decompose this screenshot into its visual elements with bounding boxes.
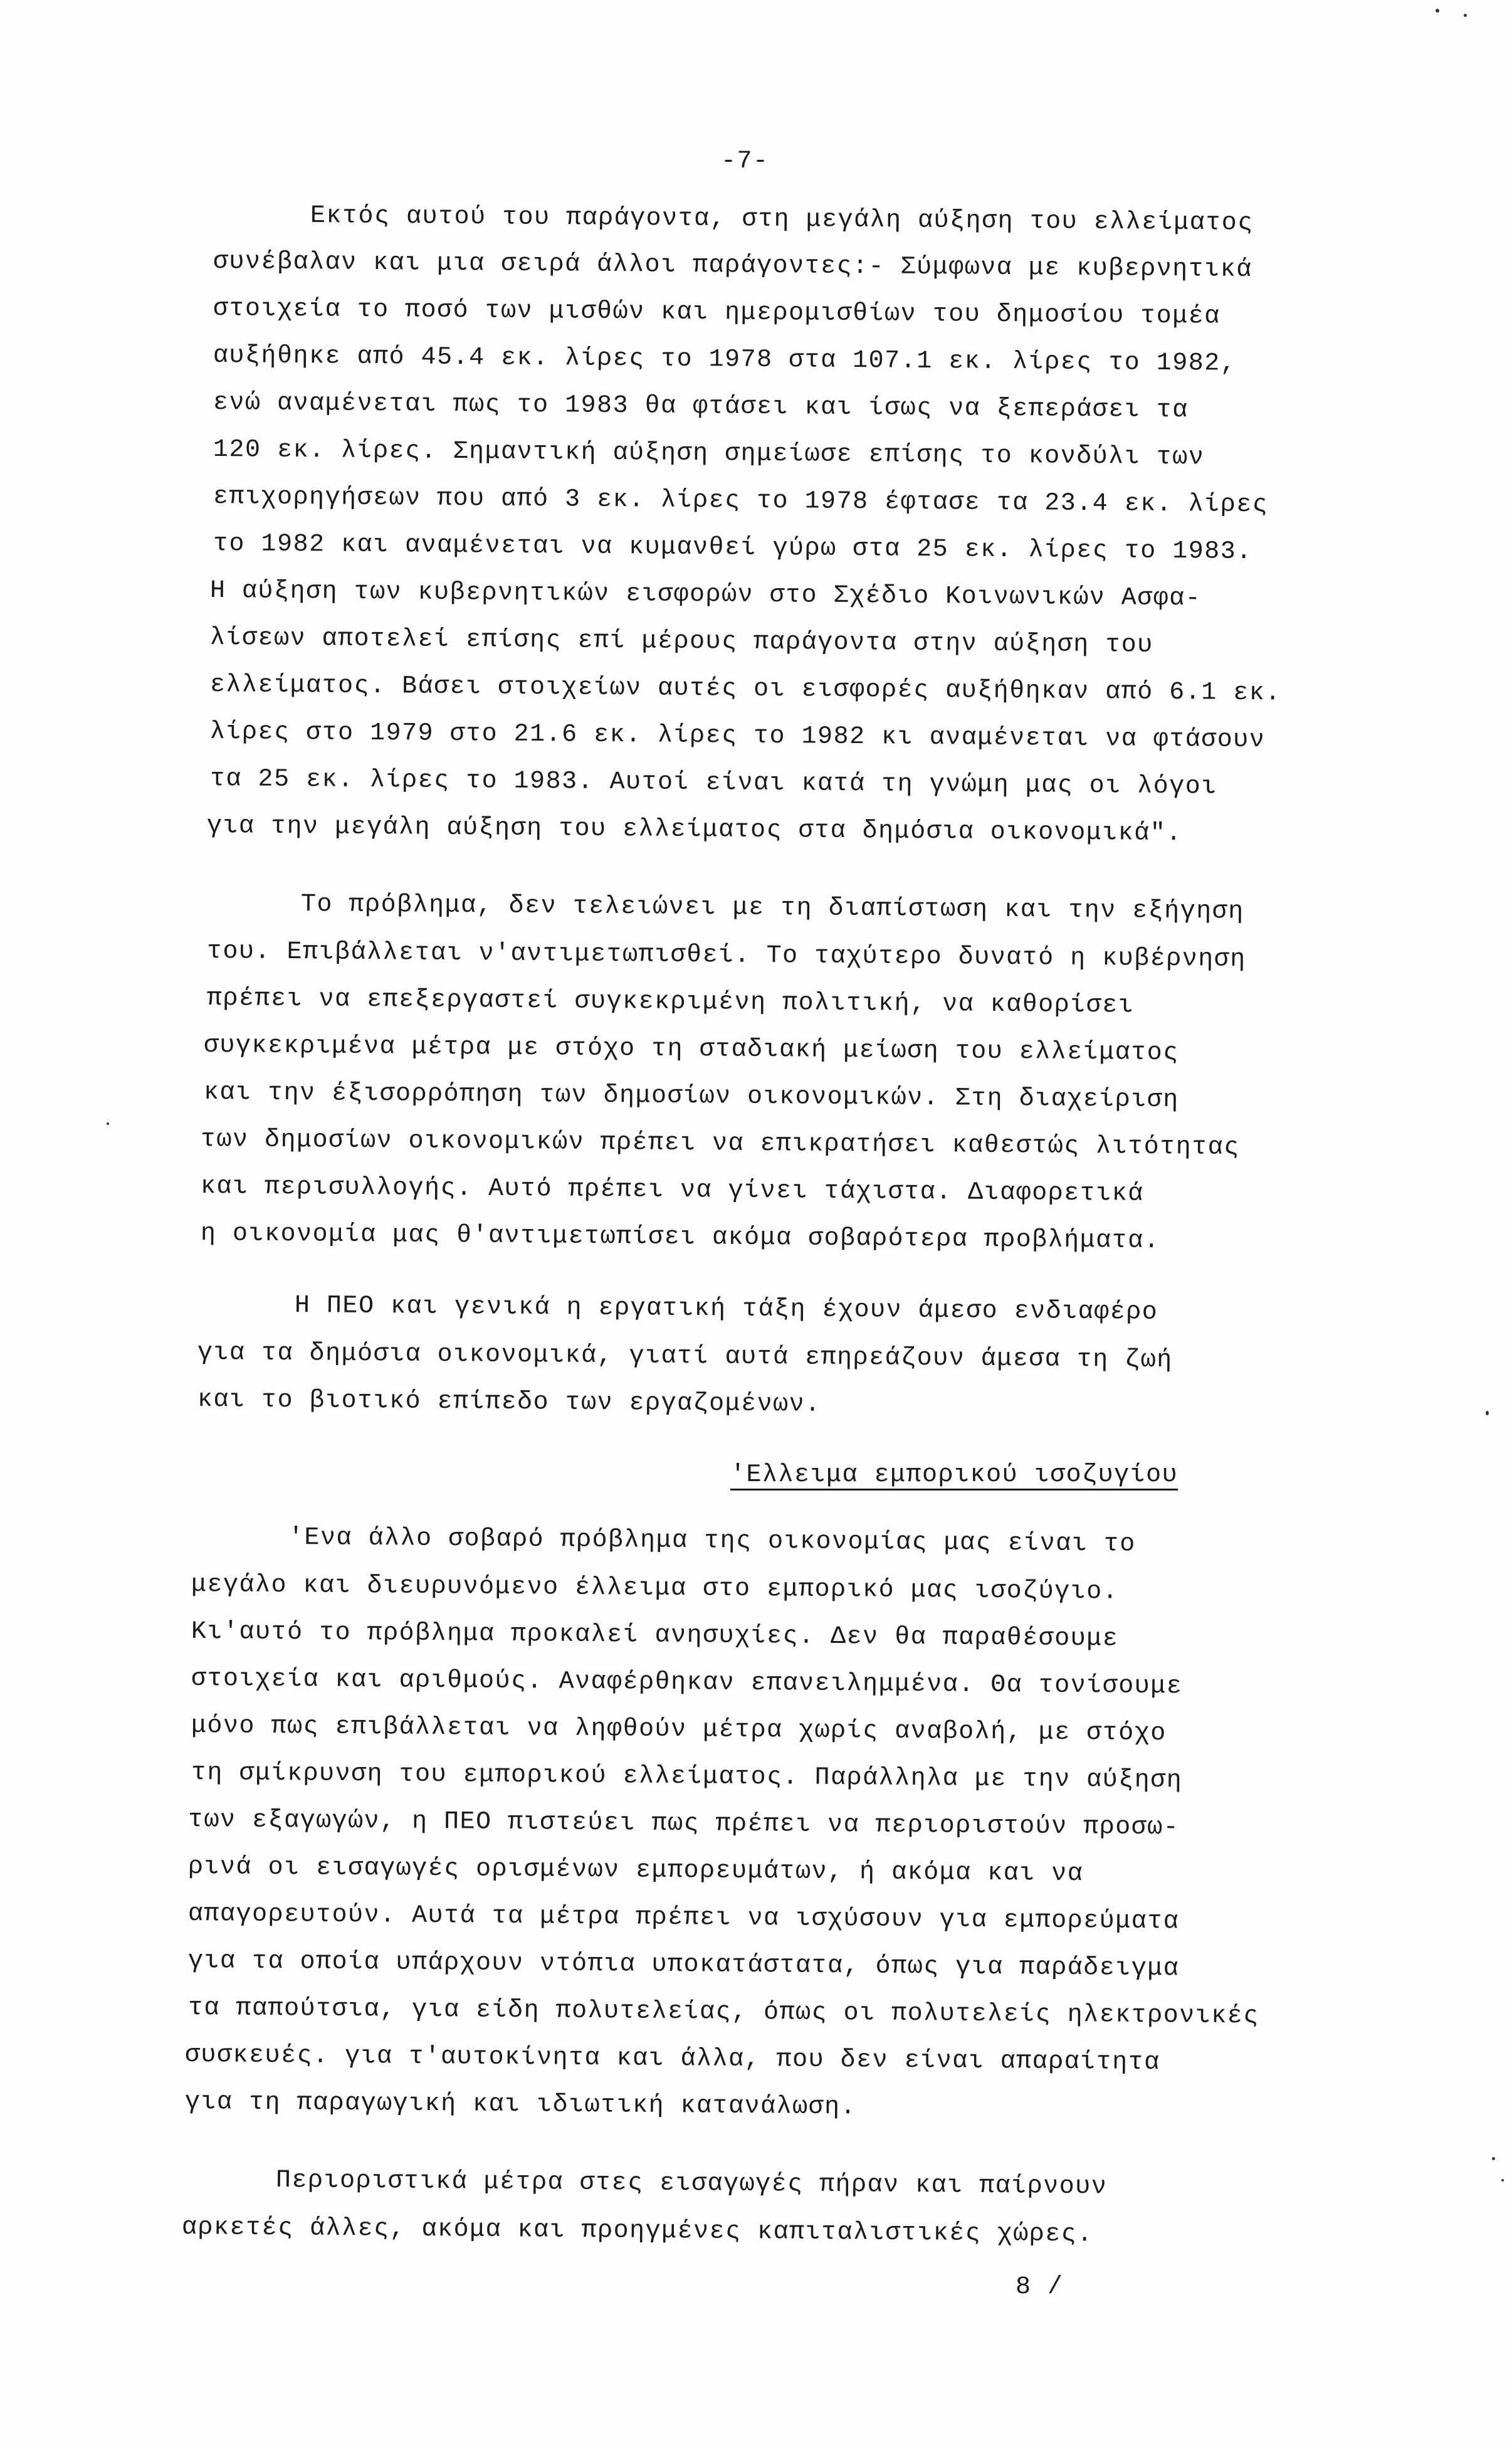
paragraph-4-line: μόνο πως επιβάλλεται να ληφθούν μέτρα χωρίς αναβολή, με στόχο	[191, 1712, 1167, 1748]
paragraph-2-line: πρέπει να επεξεργαστεί συγκεκριμένη πολιτική, να καθορίσει	[206, 984, 1135, 1020]
paragraph-1-line: τα 25 εκ. λίρες το 1983. Αυτοί είναι κατά τη γνώμη μας οι λόγοι	[209, 765, 1217, 801]
paragraph-1-line: λίσεων αποτελεί επίσης επί μέρους παράγοντα στην αύξηση του	[209, 624, 1153, 660]
scan-speck	[1436, 9, 1439, 13]
scan-speck	[1464, 14, 1467, 17]
paragraph-4-line: τη σμίκρυνση του εμπορικού ελλείματος. Παράλληλα με την αύξηση	[191, 1759, 1183, 1795]
paragraph-4-line: των εξαγωγών, η ΠΕΟ πιστεύει πως πρέπει να περιοριστούν προσω-	[187, 1806, 1180, 1842]
section-heading: 'Ελλειμα εμπορικού ισοζυγίου	[730, 1461, 1179, 1489]
paragraph-2-line: και περισυλλογής. Αυτό πρέπει να γίνει τάχιστα. Διαφορετικά	[200, 1173, 1144, 1208]
paragraph-1-line: το 1982 και αναμένεται να κυμανθεί γύρω στα 25 εκ. λίρες το 1983.	[213, 530, 1252, 567]
paragraph-4-line: Κι'αυτό το πρόβλημα προκαλεί ανησυχίες. Δεν θα παραθέσουμε	[191, 1618, 1119, 1654]
paragraph-3-line: και το βιοτικό επίπεδο των εργαζομένων.	[197, 1386, 821, 1419]
paragraph-4-line: στοιχεία και αριθμούς. Αναφέρθηκαν επανειλημμένα. Θα τονίσουμε	[191, 1665, 1183, 1701]
paragraph-1-line: Η αύξηση των κυβερνητικών εισφορών στο Σχέδιο Κοινωνικών Ασφα-	[209, 577, 1202, 613]
page-number: -7-	[721, 147, 769, 176]
paragraph-4-line: για τη παραγωγική και ιδιωτική κατανάλωση.	[184, 2088, 857, 2122]
paragraph-1-line: ελλείματος. Βάσει στοιχείων αυτές οι εισφορές αυξήθηκαν από 6.1 εκ.	[209, 671, 1281, 708]
scan-speck	[107, 1122, 109, 1125]
scan-speck	[1486, 1411, 1489, 1415]
paragraph-5-line: αρκετές άλλες, ακόμα και προηγμένες καπιταλιστικές χώρες.	[181, 2213, 1093, 2249]
paragraph-4-line: μεγάλο και διευρυνόμενο έλλειμα στο εμπορικό μας ισοζύγιο.	[191, 1571, 1119, 1606]
paragraph-1-line: Εκτός αυτού του παράγοντα, στη μεγάλη αύξηση του ελλείματος	[310, 202, 1254, 238]
paragraph-1-line: λίρες στο 1979 στο 21.6 εκ. λίρες το 1982 κι αναμένεται να φτάσουν	[209, 718, 1266, 755]
paragraph-3-line: για τα δημόσια οικονομικά, γιατί αυτά επηρεάζουν άμεσα τη ζωή	[197, 1339, 1173, 1375]
paragraph-5-line: Περιοριστικά μέτρα στες εισαγωγές πήραν και παίρνουν	[275, 2166, 1108, 2202]
paragraph-2-line: η οικονομία μας θ'αντιμετωπίσει ακόμα σοβαρότερα προβλήματα.	[200, 1220, 1160, 1256]
paragraph-1-line: αυξήθηκε από 45.4 εκ. λίρες το 1978 στα 107.1 εκ. λίρες το 1982,	[213, 342, 1237, 378]
paragraph-1-line: επιχορηγήσεων που από 3 εκ. λίρες το 1978 έφτασε τα 23.4 εκ. λίρες	[213, 483, 1269, 520]
paragraph-1-line: στοιχεία το ποσό των μισθών και ημερομισθίων του δημοσίου τομέα	[213, 295, 1221, 331]
paragraph-4-line: απαγορευτούν. Αυτά τα μέτρα πρέπει να ισχύσουν για εμπορεύματα	[187, 1900, 1180, 1936]
paragraph-4-line: για τα οποία υπάρχουν ντόπια υποκατάστατα, όπως για παράδειγμα	[187, 1947, 1180, 1983]
paragraph-1-line: για την μεγάλη αύξηση του ελλείματος στα δημόσια οικονομικά".	[206, 812, 1182, 848]
paragraph-4-line: ρινά οι εισαγωγές ορισμένων εμπορευμάτων, ή ακόμα και να	[187, 1853, 1084, 1889]
paragraph-2-line: συγκεκριμένα μέτρα με στόχο τη σταδιακή μείωση του ελλείματος	[203, 1031, 1179, 1068]
scan-speck	[1501, 2179, 1504, 2182]
paragraph-4-line: τα παπούτσια, για είδη πολυτελείας, όπως οι πολυτελείς ηλεκτρονικές	[187, 1994, 1259, 2031]
continuation-marker: 8 /	[1016, 2273, 1064, 2301]
paragraph-2-line: του. Επιβάλλεται ν'αντιμετωπισθεί. Το ταχύτερο δυνατό η κυβέρνηση	[206, 937, 1246, 974]
paragraph-2-line: των δημοσίων οικονομικών πρέπει να επικρατήσει καθεστώς λιτότητας	[200, 1126, 1240, 1163]
scan-speck	[1492, 2157, 1495, 2160]
paragraph-1-line: 120 εκ. λίρες. Σημαντική αύξηση σημείωσε επίσης το κονδύλι των	[213, 436, 1205, 472]
paragraph-1-line: συνέβαλαν και μια σειρά άλλοι παράγοντες:- Σύμφωνα με κυβερνητικά	[213, 248, 1252, 285]
paragraph-2-line: Το πρόβλημα, δεν τελειώνει με τη διαπίστωση και την εξήγηση	[300, 890, 1244, 926]
paragraph-1-line: ενώ αναμένεται πως το 1983 θα φτάσει και ίσως να ξεπεράσει τα	[213, 389, 1189, 425]
paragraph-2-line: και την έξισορρόπηση των δημοσίων οικονομικών. Στη διαχείριση	[203, 1079, 1179, 1115]
paragraph-3-line: Η ΠΕΟ και γενικά η εργατική τάξη έχουν άμεσο ενδιαφέρο	[294, 1292, 1158, 1327]
paragraph-4-line: 'Ενα άλλο σοβαρό πρόβλημα της οικονομίας μας είναι το	[288, 1524, 1136, 1559]
paragraph-4-line: συσκευές. για τ'αυτοκίνητα και άλλα, που δεν είναι απαραίτητα	[184, 2041, 1160, 2077]
